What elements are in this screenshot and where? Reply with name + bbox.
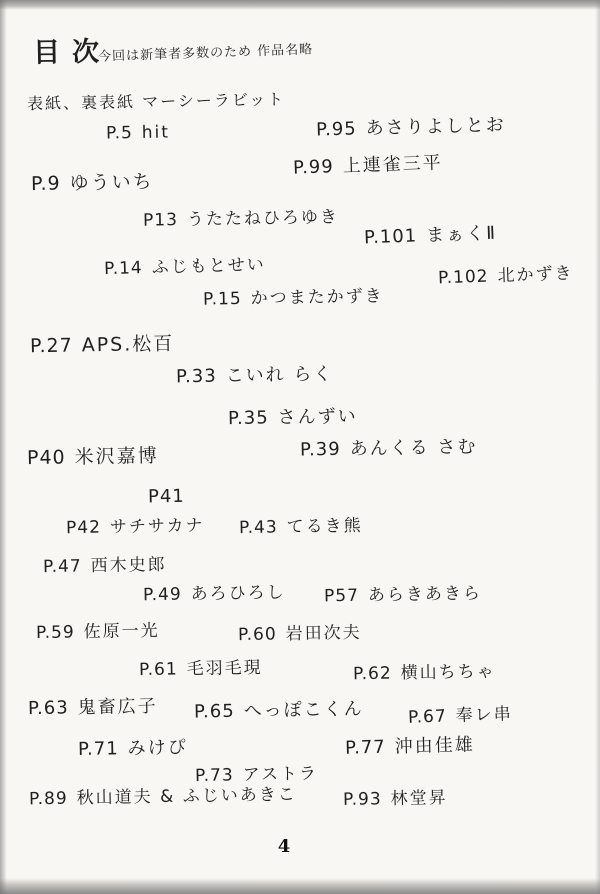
toc-entry [176, 360, 334, 389]
toc-entry-name: 横山ちちゃ [400, 661, 496, 684]
toc-entry-page: P.93 [342, 789, 382, 810]
toc-entry-name: へっぽこくん [243, 698, 364, 722]
toc-entry [29, 780, 297, 810]
toc-entry [104, 250, 266, 279]
toc-entry [293, 148, 444, 179]
toc-entry-name: こいれ らく [225, 363, 334, 387]
toc-entry-name: hit [141, 122, 171, 143]
toc-entry-page: P.63 [27, 697, 69, 720]
toc-entry [106, 122, 170, 143]
toc-entry-name: 林堂昇 [390, 788, 448, 810]
toc-entry-name: あさりよしとお [365, 114, 506, 140]
toc-entry-name: 岩田次夫 [285, 622, 362, 645]
toc-entry [408, 699, 513, 728]
toc-entry [143, 578, 286, 605]
toc-entry-page: P.95 [315, 118, 358, 141]
toc-entry-name: あろひろし [190, 582, 286, 605]
toc-entry [31, 167, 154, 196]
toc-entry-page: P.43 [238, 517, 278, 539]
toc-entry-name: 上連雀三平 [342, 152, 444, 177]
toc-entry [438, 259, 574, 289]
page-title: 目次 [32, 36, 112, 69]
toc-entry-page: P.14 [103, 258, 143, 280]
toc-entry-name: 秋山道夫 & ふじいあきこ [76, 784, 297, 809]
toc-entry [143, 202, 339, 230]
toc-entry-name: かつまたかずき [250, 286, 384, 309]
toc-entry-page: P.89 [28, 788, 68, 810]
toc-entry-page: P.39 [299, 438, 341, 461]
toc-entry-page: P.65 [193, 700, 235, 723]
toc-entry [203, 281, 384, 309]
toc-entry-page: P.61 [138, 659, 178, 681]
toc-entry-page: P.71 [77, 738, 119, 760]
toc-entry-page: P.5 [105, 123, 134, 144]
toc-entry-page: P.62 [352, 663, 392, 685]
toc-entry-page: P40 [26, 446, 66, 470]
toc-entry-page: P.73 [194, 765, 234, 787]
toc-entry-name: 毛羽毛現 [186, 657, 263, 680]
toc-entry [238, 618, 362, 645]
printed-page-number: 4 [277, 836, 291, 857]
toc-entry-page: P.99 [292, 156, 335, 179]
toc-entry-name: 沖由佳雄 [394, 734, 475, 758]
scan-edge-bottom [0, 878, 600, 894]
toc-entry-name: てるき熊 [286, 515, 363, 538]
toc-entry-name: さんずい [277, 405, 358, 429]
toc-entry [345, 730, 475, 759]
toc-entry-name: ふじもとせい [151, 254, 266, 278]
toc-entry [148, 486, 194, 508]
toc-entry-name: うたたねひろゆき [186, 207, 340, 230]
toc-entry-page: P.49 [142, 584, 182, 606]
toc-entry-name: 佐原一光 [83, 620, 160, 643]
toc-entry-page: P.27 [29, 334, 73, 358]
toc-entry [343, 783, 448, 810]
cover-credit-line: 表紙、裏表紙 マーシーラビット [26, 89, 286, 114]
toc-entry-page: P57 [323, 585, 360, 607]
toc-entry [228, 402, 358, 430]
toc-entry-name: あんくる さむ [349, 436, 478, 460]
scan-edge-top [0, 0, 600, 10]
toc-entry [316, 111, 506, 142]
toc-entry [139, 653, 263, 680]
toc-entry-name: みけぴ [127, 737, 188, 760]
toc-entry-page: P42 [65, 517, 102, 539]
toc-entry-page: P41 [147, 485, 185, 508]
toc-entry [353, 657, 496, 684]
toc-entry-page: P13 [142, 210, 179, 231]
toc-entry-page: P.60 [237, 624, 277, 646]
toc-entry-name: まぁくⅡ [425, 222, 498, 247]
scan-edge-left [0, 0, 7, 894]
toc-entry-name: ゆういち [69, 170, 154, 195]
toc-entry-name: 奉レ串 [455, 704, 514, 727]
toc-entry-page: P.102 [437, 266, 489, 289]
toc-entry-name: アストラ [242, 763, 319, 786]
toc-entry-page: P.35 [227, 407, 269, 430]
toc-entry [36, 616, 160, 643]
toc-entry-page: P.47 [42, 556, 82, 578]
toc-entry-page: P.33 [175, 365, 217, 388]
toc-entry [30, 329, 175, 359]
toc-entry-page: P.67 [407, 706, 448, 728]
toc-entry [43, 550, 167, 577]
toc-entry [239, 511, 363, 538]
toc-entry-page: P.9 [30, 172, 61, 196]
toc-entry [194, 695, 364, 724]
toc-entry-name: 鬼畜広子 [77, 695, 158, 719]
toc-entry [28, 692, 158, 720]
toc-entry-page: P.77 [344, 736, 387, 759]
toc-entry-name: 西木史郎 [90, 554, 167, 577]
scan-edge-right [595, 0, 600, 894]
toc-entry-page: P.59 [35, 622, 75, 644]
toc-entry-name: 米沢嘉博 [74, 444, 159, 469]
toc-entry [364, 219, 498, 250]
toc-entry [78, 733, 188, 761]
toc-entry-name: APS.松百 [81, 332, 175, 357]
toc-entry-name: あらきあきら [367, 583, 483, 606]
toc-entry-name: 北かずき [497, 263, 574, 287]
toc-entry [27, 441, 159, 470]
page-subtitle: 今回は新筆者多数のため 作品名略 [97, 42, 314, 65]
toc-entry [66, 511, 205, 538]
toc-entry-page: P.101 [363, 225, 418, 249]
toc-entry-page: P.15 [202, 288, 242, 310]
toc-entry [300, 432, 478, 461]
toc-entry [324, 579, 482, 607]
toc-entry-name: サチサカナ [109, 515, 205, 538]
